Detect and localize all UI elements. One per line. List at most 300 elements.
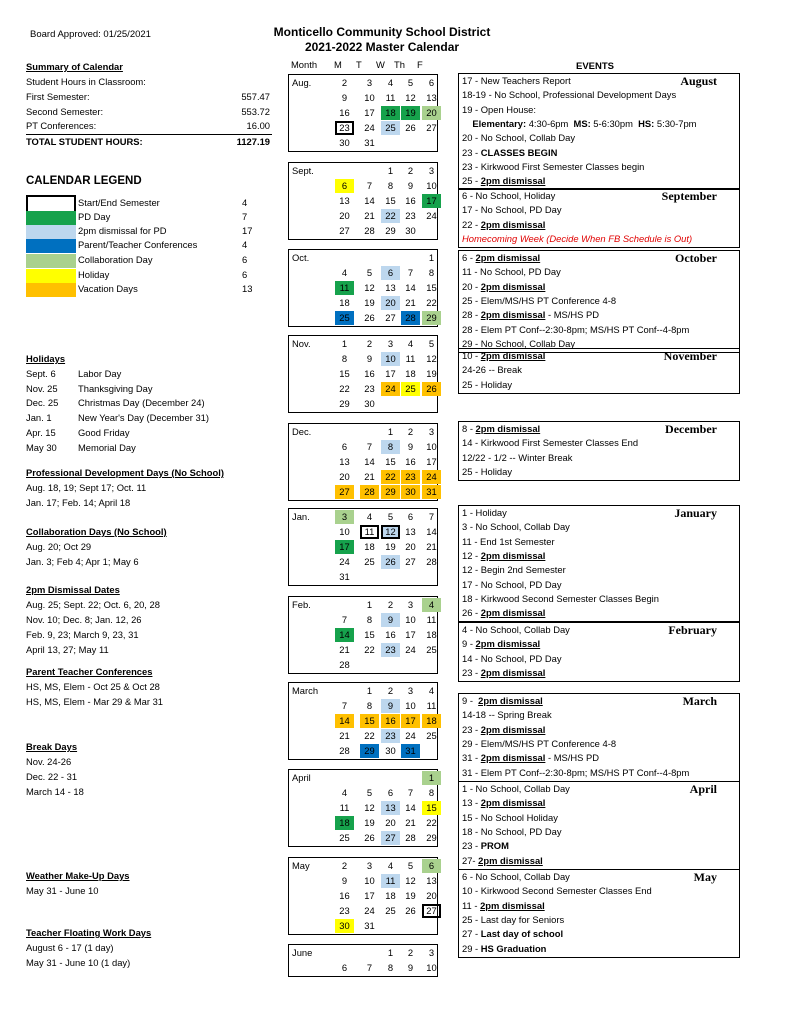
calendar-day: 3: [387, 338, 394, 349]
event-line: [462, 147, 557, 161]
calendar-day: 1: [422, 771, 441, 785]
event-text: - MS/HS PD: [545, 309, 600, 321]
event-text: 3 - No School, Collab Day: [462, 521, 570, 533]
section-line: HS, MS, Elem - Oct 25 & Oct 28: [26, 681, 160, 692]
event-text: 29 - Elem/MS/HS PT Conference 4-8: [462, 737, 617, 749]
section-heading: Collaboration Days (No School): [26, 526, 167, 537]
event-text: MS:: [573, 117, 591, 129]
event-text: HS Graduation: [480, 942, 547, 954]
calendar-day: 21: [405, 817, 416, 828]
calendar-day: 27: [339, 225, 350, 236]
month-label: Dec.: [292, 426, 312, 437]
calendar-day: 31: [422, 485, 441, 499]
calendar-day: 30: [401, 485, 420, 499]
section-line: Jan. 17; Feb. 14; April 18: [26, 497, 131, 508]
legend-count: 17: [242, 225, 253, 236]
section-line: HS, MS, Elem - Mar 29 & Mar 31: [26, 696, 164, 707]
event-line: [462, 466, 512, 480]
calendar-day: 10: [426, 180, 437, 191]
summary-value: 1127.19: [236, 136, 270, 147]
calendar-day: 12: [364, 282, 375, 293]
event-text: 23 -: [462, 723, 481, 735]
event-line: [462, 118, 697, 132]
event-text: 18 - Kirkwood Second Semester Classes Begin: [462, 592, 659, 604]
month-label: Jan.: [292, 511, 310, 522]
calendar-day: 23: [339, 905, 350, 916]
event-block-october: [458, 250, 740, 353]
holiday-date: Apr. 15: [26, 427, 56, 438]
legend-swatch: [26, 254, 76, 268]
event-text: 2pm dismissal: [478, 695, 543, 706]
event-text: 19 - Open House:: [462, 103, 537, 115]
month-label: Feb.: [292, 599, 311, 610]
section-line: Aug. 25; Sept. 22; Oct. 6, 20, 28: [26, 599, 160, 610]
calendar-day: 26: [405, 122, 416, 133]
calendar-day: 24: [426, 210, 437, 221]
calendar-day: 24: [405, 730, 416, 741]
section-line: Jan. 3; Feb 4; Apr 1; May 6: [26, 556, 139, 567]
legend-item: [26, 211, 272, 225]
calendar-day: 10: [364, 92, 375, 103]
calendar-day: 31: [401, 744, 420, 758]
legend-swatch: [26, 239, 76, 253]
event-text: 25 - Holiday: [462, 378, 513, 390]
legend-item: [26, 197, 272, 211]
summary-heading: Summary of Calendar: [26, 61, 123, 72]
legend-item: [26, 225, 272, 239]
event-text: 25 - Holiday: [462, 465, 513, 477]
calendar-day: 11: [360, 525, 379, 539]
header-mon: M: [334, 59, 342, 70]
calendar-day: 13: [405, 526, 416, 537]
event-text: 20 - No School, Collab Day: [462, 132, 576, 144]
event-text: 17 - No School, PD Day: [462, 578, 562, 590]
event-text: 17 - New Teachers Report: [462, 75, 571, 86]
event-text: 5:30-7pm: [654, 117, 697, 129]
section-line: Aug. 20; Oct 29: [26, 541, 92, 552]
event-line: [462, 840, 509, 854]
section-line: May 31 - June 10: [26, 885, 99, 896]
event-text: 24-26 -- Break: [462, 364, 522, 376]
calendar-day: 22: [426, 817, 437, 828]
calendar-day: 14: [335, 714, 354, 728]
calendar-day: 2: [407, 426, 414, 437]
section-heading: Parent Teacher Conferences: [26, 666, 153, 677]
event-text: 23 - Kirkwood First Semester Classes begin: [462, 160, 645, 172]
month-label: March: [292, 685, 319, 696]
event-block-february: [458, 622, 740, 682]
calendar-day: 5: [407, 860, 414, 871]
event-text: 2pm dismissal: [480, 350, 546, 361]
event-line: [462, 797, 545, 811]
calendar-day: 31: [364, 137, 375, 148]
calendar-day: 8: [387, 962, 394, 973]
event-line: [462, 89, 676, 103]
calendar-day: 16: [385, 629, 396, 640]
legend-count: 6: [242, 254, 248, 265]
event-line: [462, 638, 540, 652]
calendar-day: 14: [335, 628, 354, 642]
event-text: 2pm dismissal: [480, 218, 546, 230]
calendar-day: 7: [341, 700, 348, 711]
event-text: 23 -: [462, 666, 481, 678]
district-title: Monticello Community School District: [273, 25, 491, 39]
calendar-day: 4: [407, 338, 414, 349]
calendar-month: [288, 682, 438, 760]
event-text: 2pm dismissal: [475, 423, 541, 434]
section-line: May 31 - June 10 (1 day): [26, 957, 131, 968]
calendar-day: 16: [405, 195, 416, 206]
calendar-day: 5: [366, 267, 373, 278]
calendar-day: 18: [385, 890, 396, 901]
event-text: 2pm dismissal: [480, 752, 546, 764]
holiday-date: Dec. 25: [26, 397, 59, 408]
event-line: [462, 350, 545, 364]
calendar-day: 19: [426, 368, 437, 379]
event-text: 2pm dismissal: [475, 638, 541, 650]
month-label: May: [292, 860, 310, 871]
calendar-day: 4: [366, 511, 373, 522]
calendar-day: 27: [335, 485, 354, 499]
calendar-day: 30: [385, 745, 396, 756]
event-line: [462, 914, 564, 928]
calendar-day: 28: [364, 225, 375, 236]
event-text: 18 - No School, PD Day: [462, 825, 562, 837]
calendar-month: [288, 508, 438, 586]
calendar-day: 14: [405, 802, 416, 813]
section-heading: Teacher Floating Work Days: [26, 927, 152, 938]
calendar-day: 11: [335, 281, 354, 295]
calendar-day: 19: [364, 297, 375, 308]
calendar-month: [288, 162, 438, 240]
summary-label: First Semester:: [26, 91, 90, 102]
calendar-day: 10: [381, 352, 400, 366]
calendar-day: 29: [381, 485, 400, 499]
calendar-day: 3: [428, 426, 435, 437]
event-text: Last day of school: [480, 928, 564, 940]
calendar-day: 5: [366, 787, 373, 798]
event-line: [462, 75, 571, 89]
calendar-day: 13: [339, 195, 350, 206]
calendar-day: 27: [385, 312, 396, 323]
calendar-day: 6: [422, 859, 441, 873]
calendar-day: 27: [426, 122, 437, 133]
calendar-day: 6: [381, 266, 400, 280]
calendar-day: 1: [341, 338, 348, 349]
month-label: Sept.: [292, 165, 314, 176]
month-label: June: [292, 947, 313, 958]
event-line: [462, 190, 555, 204]
event-text: 6 - No School, Collab Day: [462, 871, 570, 882]
event-line: [462, 943, 546, 957]
legend-item: [26, 239, 272, 253]
calendar-day: 9: [407, 962, 414, 973]
section-heading: Weather Make-Up Days: [26, 870, 130, 881]
event-text: 2pm dismissal: [480, 666, 546, 678]
event-text: 15 - No School Holiday: [462, 811, 558, 823]
calendar-day: 13: [381, 801, 400, 815]
event-text: 2pm dismissal: [480, 309, 546, 321]
calendar-day: 19: [405, 890, 416, 901]
event-text: 20 -: [462, 280, 481, 292]
calendar-day: 18: [364, 541, 375, 552]
event-month-name: May: [693, 870, 717, 884]
calendar-day: 6: [341, 441, 348, 452]
calendar-day: 2: [387, 685, 394, 696]
calendar-day: 4: [387, 860, 394, 871]
legend-label: Vacation Days: [78, 283, 138, 294]
calendar-day: 2: [407, 947, 414, 958]
event-text: 11 -: [462, 899, 481, 911]
event-line: [462, 266, 561, 280]
calendar-day: 23: [381, 729, 400, 743]
calendar-day: 5: [428, 338, 435, 349]
event-line: [462, 233, 692, 247]
event-text: 26 -: [462, 607, 481, 619]
summary-value: 557.47: [241, 91, 270, 102]
calendar-day: 3: [366, 860, 373, 871]
holiday-item: [26, 412, 272, 426]
legend-count: 7: [242, 211, 248, 222]
event-line: [462, 928, 563, 942]
calendar-day: 15: [422, 801, 441, 815]
calendar-day: 18: [381, 106, 400, 120]
event-text: 2pm dismissal: [478, 854, 543, 866]
summary-value: 553.72: [241, 106, 270, 117]
calendar-day: 25: [426, 644, 437, 655]
calendar-day: 15: [339, 368, 350, 379]
calendar-day: 11: [426, 700, 437, 711]
calendar-day: 23: [335, 121, 354, 135]
calendar-day: 15: [426, 282, 437, 293]
header-wed: W: [376, 59, 385, 70]
calendar-day: 9: [407, 441, 414, 452]
calendar-day: 10: [405, 700, 416, 711]
event-text: 1 - Holiday: [462, 507, 507, 518]
event-line: [462, 252, 540, 266]
calendar-day: 31: [339, 571, 350, 582]
calendar-day: 8: [428, 787, 435, 798]
event-text: 9 -: [462, 638, 476, 650]
event-month-name: September: [661, 189, 717, 203]
calendar-day: 3: [335, 510, 354, 524]
summary-row: [26, 120, 272, 134]
holiday-name: New Year's Day (December 31): [78, 412, 210, 423]
holiday-item: [26, 383, 272, 397]
event-line: [462, 871, 570, 885]
calendar-day: 10: [339, 526, 350, 537]
event-line: [462, 364, 522, 378]
event-line: [462, 521, 570, 535]
calendar-day: 16: [405, 456, 416, 467]
legend-label: Holiday: [78, 269, 110, 280]
calendar-day: 18: [405, 368, 416, 379]
calendar-day: 18: [339, 297, 350, 308]
section-line: Nov. 10; Dec. 8; Jan. 12, 26: [26, 614, 142, 625]
calendar-day: 24: [364, 122, 375, 133]
calendar-day: 20: [422, 106, 441, 120]
header-thu: Th: [394, 59, 405, 70]
event-text: 13 -: [462, 797, 481, 809]
calendar-day: 8: [341, 353, 348, 364]
header-tue: T: [356, 59, 362, 70]
event-line: [462, 104, 536, 118]
event-line: [462, 437, 638, 451]
event-line: [462, 423, 540, 437]
legend-title: CALENDAR LEGEND: [26, 175, 142, 187]
summary-total-row: [26, 134, 272, 148]
event-line: [462, 507, 507, 521]
calendar-day: 26: [364, 312, 375, 323]
calendar-day: 21: [364, 210, 375, 221]
calendar-day: 2: [407, 165, 414, 176]
summary-label: PT Conferences:: [26, 120, 97, 131]
calendar-subtitle: 2021-2022 Master Calendar: [304, 40, 460, 54]
holiday-item: [26, 397, 272, 411]
event-text: 14 - No School, PD Day: [462, 652, 562, 664]
calendar-day: 2: [341, 860, 348, 871]
month-label: Oct.: [292, 252, 310, 263]
event-text: 2pm dismissal: [480, 280, 546, 292]
summary-row: [26, 91, 272, 105]
calendar-day: 7: [366, 441, 373, 452]
calendar-day: 14: [426, 526, 437, 537]
calendar-day: 11: [405, 353, 416, 364]
calendar-day: 12: [405, 92, 416, 103]
calendar-day: 19: [364, 817, 375, 828]
calendar-day: 3: [428, 947, 435, 958]
event-line: [462, 667, 545, 681]
calendar-day: 9: [341, 875, 348, 886]
calendar-day: 29: [385, 225, 396, 236]
calendar-day: 22: [339, 383, 350, 394]
legend-count: 4: [242, 239, 248, 250]
calendar-day: 24: [381, 382, 400, 396]
calendar-day: 29: [426, 832, 437, 843]
event-line: [462, 309, 599, 323]
calendar-day: 1: [387, 165, 394, 176]
section-line: Feb. 9, 23; March 9, 23, 31: [26, 629, 139, 640]
event-text: 18-19 - No School, Professional Development Days: [462, 89, 677, 101]
calendar-day: 8: [381, 440, 400, 454]
event-line: [462, 695, 543, 709]
summary-row: [26, 106, 272, 120]
calendar-day: 24: [339, 556, 350, 567]
calendar-day: 13: [426, 875, 437, 886]
calendar-day: 20: [381, 296, 400, 310]
event-block-september: [458, 188, 740, 248]
event-text: 14-18 -- Spring Break: [462, 709, 552, 721]
calendar-day: 21: [339, 730, 350, 741]
calendar-day: 25: [385, 905, 396, 916]
calendar-day: 14: [405, 282, 416, 293]
calendar-day: 2: [341, 77, 348, 88]
event-text: 29 -: [462, 942, 481, 954]
holiday-date: Jan. 1: [26, 412, 52, 423]
event-text: 27 -: [462, 928, 481, 940]
legend-item: [26, 254, 272, 268]
calendar-month: [288, 249, 438, 327]
calendar-day: 11: [426, 614, 437, 625]
event-line: [462, 281, 545, 295]
event-block-august: [458, 73, 740, 190]
event-line: [462, 550, 545, 564]
calendar-day: 27: [422, 904, 441, 918]
summary-value: 16.00: [246, 120, 270, 131]
calendar-day: 4: [341, 787, 348, 798]
calendar-day: 19: [385, 541, 396, 552]
calendar-day: 25: [381, 121, 400, 135]
event-text: 23 -: [462, 840, 481, 852]
event-text: HS:: [638, 117, 655, 129]
legend-item: [26, 269, 272, 283]
section-heading: 2pm Dismissal Dates: [26, 584, 120, 595]
calendar-month: [288, 857, 438, 935]
calendar-day: 1: [366, 599, 373, 610]
holiday-date: Nov. 25: [26, 383, 58, 394]
calendar-day: 16: [339, 107, 350, 118]
calendar-day: 4: [341, 267, 348, 278]
calendar-day: 5: [407, 77, 414, 88]
summary-label: TOTAL STUDENT HOURS:: [26, 136, 143, 147]
events-title: EVENTS: [576, 61, 615, 72]
event-text: - MS/HS PD: [545, 752, 600, 764]
calendar-month: [288, 596, 438, 674]
event-text: 29 - No School, Collab Day: [462, 337, 576, 349]
calendar-day: 30: [339, 137, 350, 148]
event-block-april: [458, 781, 740, 870]
event-line: [462, 132, 575, 146]
calendar-day: 16: [339, 890, 350, 901]
calendar-day: 24: [422, 470, 441, 484]
event-text: 12/22 - 1/2 -- Winter Break: [462, 451, 573, 463]
calendar-day: 1: [387, 426, 394, 437]
calendar-day: 12: [364, 802, 375, 813]
calendar-day: 20: [339, 210, 350, 221]
calendar-day: 21: [405, 297, 416, 308]
calendar-day: 28: [339, 745, 350, 756]
calendar-day: 7: [407, 787, 414, 798]
event-line: [462, 767, 689, 781]
calendar-day: 6: [335, 179, 354, 193]
calendar-day: 17: [405, 629, 416, 640]
calendar-day: 22: [381, 209, 400, 223]
calendar-day: 12: [381, 525, 400, 539]
event-block-january: [458, 505, 740, 622]
legend-swatch: [26, 225, 76, 239]
event-line: [462, 826, 562, 840]
calendar-day: 26: [422, 382, 441, 396]
holiday-name: Thanksgiving Day: [78, 383, 153, 394]
calendar-month: [288, 74, 438, 152]
section-line: Dec. 22 - 31: [26, 771, 78, 782]
calendar-day: 4: [422, 598, 441, 612]
calendar-day: 11: [381, 874, 400, 888]
calendar-day: 25: [426, 730, 437, 741]
event-line: [462, 738, 616, 752]
event-line: [462, 593, 659, 607]
calendar-day: 13: [426, 92, 437, 103]
calendar-day: 20: [339, 471, 350, 482]
event-month-name: April: [689, 782, 717, 796]
legend-label: PD Day: [78, 211, 111, 222]
event-text: 27-: [462, 854, 479, 866]
event-text: Homecoming Week (Decide When FB Schedule is Out): [462, 232, 693, 244]
event-block-may: [458, 869, 740, 958]
event-month-name: January: [674, 506, 717, 520]
calendar-day: 4: [387, 77, 394, 88]
section-line: Nov. 24-26: [26, 756, 72, 767]
